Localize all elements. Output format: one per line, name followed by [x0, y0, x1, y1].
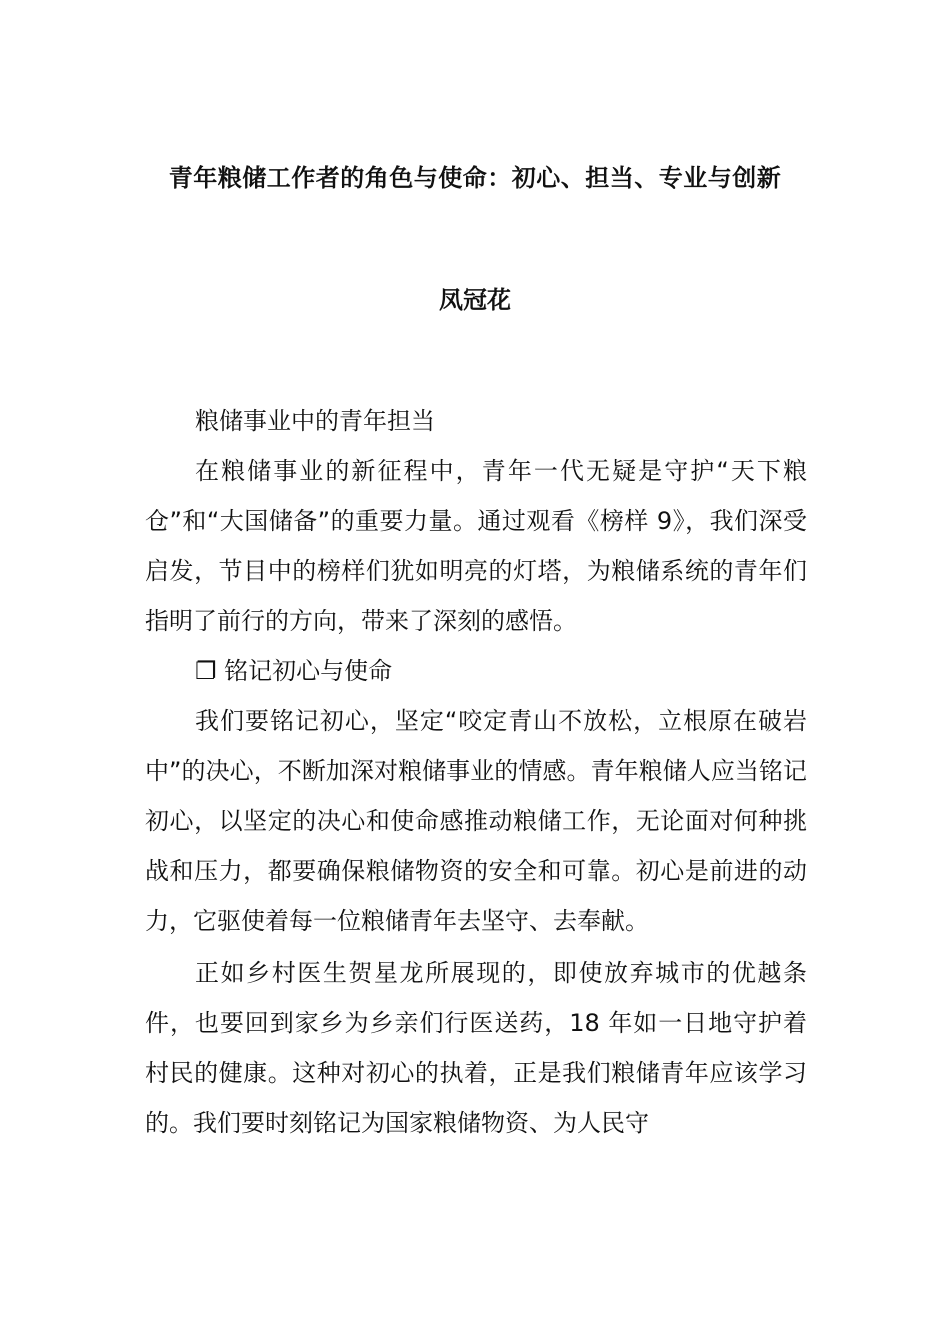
section-heading: 粮储事业中的青年担当	[195, 407, 435, 435]
document-body	[145, 396, 807, 1148]
paragraph: 我们要铭记初心，坚定“咬定青山不放松，立根原在破岩中”的决心，不断加深对粮储事业的情感。青年粮储人应当铭记初心，以坚定的决心和使命感推动粮储工作，无论面对何种挑战和压力，都要确保粮储物资的安全和可靠。初心是前进的动力，它驱使着每一位粮储青年去坚守、去奉献。	[145, 707, 807, 935]
paragraph: 正如乡村医生贺星龙所展现的，即使放弃城市的优越条件，也要回到家乡为乡亲们行医送药，18 年如一日地守护着村民的健康。这种对初心的执着，正是我们粮储青年应该学习的。我们要时刻铭记为国家粮储物资、为人民守	[145, 959, 807, 1137]
document-author: 凤冠花	[439, 286, 511, 314]
subsection-heading: ❐ 铭记初心与使命	[195, 657, 393, 685]
document-title: 青年粮储工作者的角色与使命：初心、担当、专业与创新	[168, 164, 782, 192]
paragraph: 在粮储事业的新征程中，青年一代无疑是守护“天下粮仓”和“大国储备”的重要力量。通过观看《榜样 9》，我们深受启发，节目中的榜样们犹如明亮的灯塔，为粮储系统的青年们指明了前行的方向，带来了深刻的感悟。	[145, 457, 807, 635]
